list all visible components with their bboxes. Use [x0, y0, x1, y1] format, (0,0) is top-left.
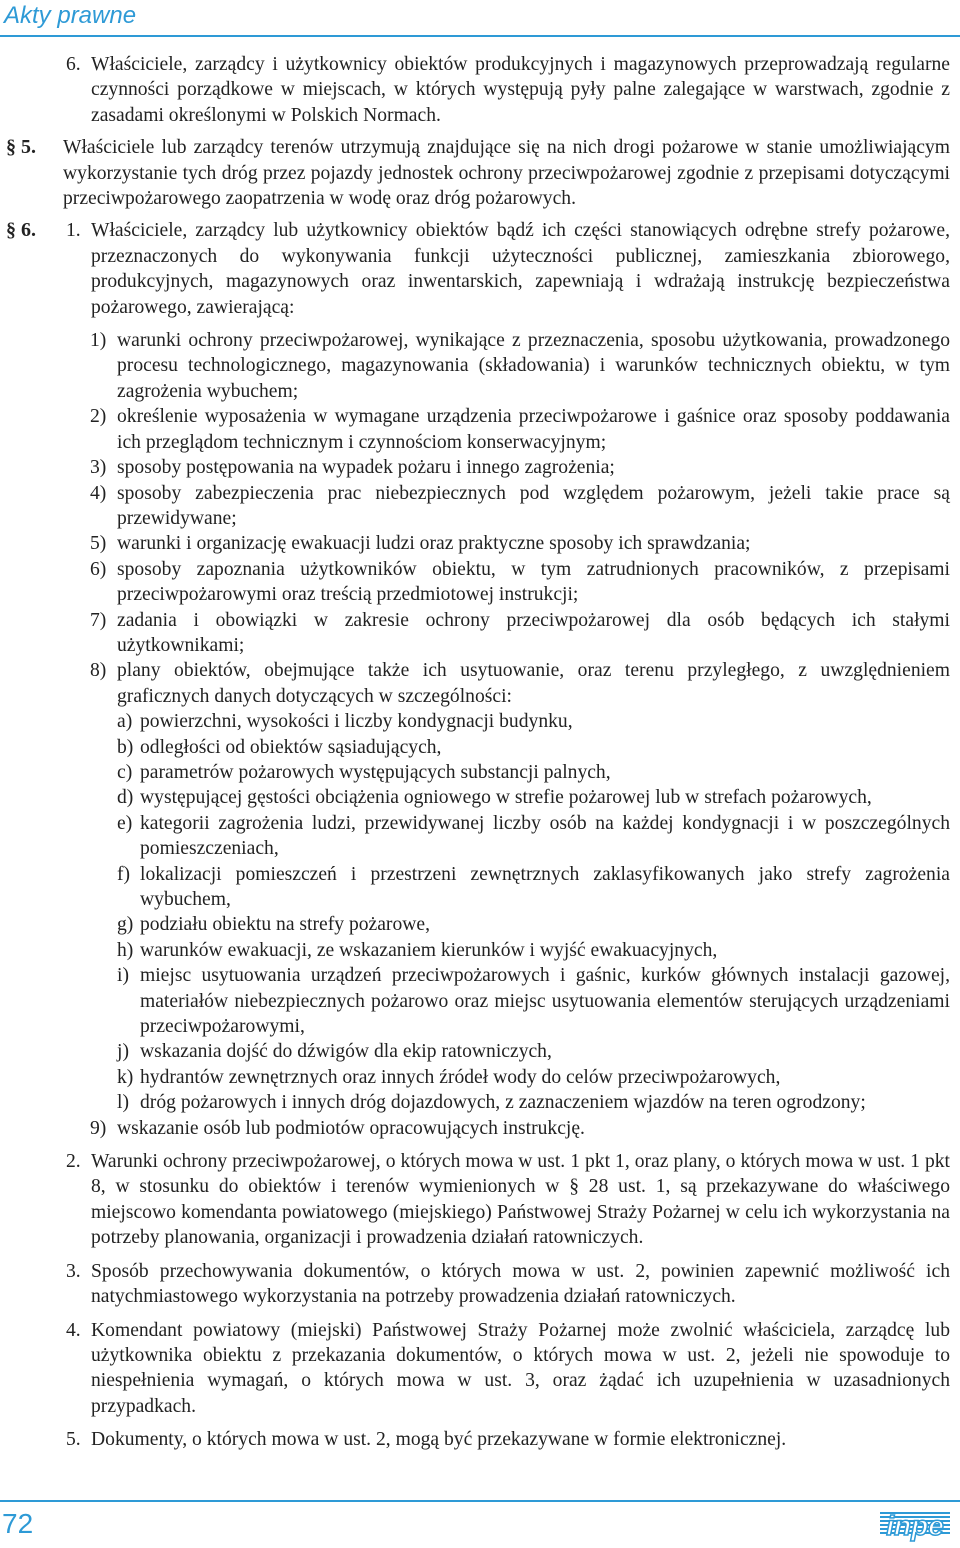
item-number: 2. [66, 1151, 81, 1173]
list-item-text: sposoby zabezpieczenia prac niebezpiecznych pod względem pożarowym, jeżeli takie prace są przewidywane; [117, 482, 950, 529]
item-number: 1. [66, 220, 81, 242]
inpe-logo [878, 1502, 952, 1544]
sub-item-g [117, 912, 950, 937]
sub-item-e [117, 811, 950, 862]
item-number: 3) [90, 457, 107, 479]
sub-item-k [117, 1065, 950, 1090]
list-item-5 [90, 531, 950, 556]
logo-wordmark: inpe [886, 1510, 944, 1541]
list-item-6 [90, 557, 950, 608]
sub-item-d [117, 785, 950, 810]
paragraph-text: Właściciele lub zarządcy terenów utrzymują znajdujące się na nich drogi pożarowe w stanie umożliwiającym wykorzystanie tych dróg przez pojazdy jednostek ochrony przeciwpożarowej zgodnie z przepisami dotyczącymi przeciwpożarowego zaopatrzenia w wodę oraz dróg pożarowych. [63, 137, 950, 210]
header-rule [0, 35, 960, 37]
section-label: § 6. [6, 219, 36, 242]
sub-item-text: hydrantów zewnętrznych oraz innych źródeł wody do celów przeciwpożarowych, [140, 1066, 781, 1088]
sub-item-text: odległości od obiektów sąsiadujących, [140, 736, 442, 758]
item-letter: i) [117, 965, 129, 987]
list-item-text: wskazanie osób lub podmiotów opracowujących instrukcję. [117, 1117, 585, 1139]
sub-list [0, 709, 960, 1116]
instruction-contents-list [0, 328, 960, 1141]
sub-item-b [117, 735, 950, 760]
item-letter: e) [117, 812, 133, 834]
sub-item-f [117, 862, 950, 913]
sub-item-l [117, 1090, 950, 1115]
paragraph-ust-6 [66, 52, 950, 128]
item-number: 8) [90, 660, 107, 682]
item-letter: a) [117, 711, 133, 733]
paragraph-ust-4 [66, 1318, 950, 1420]
item-number: 4) [90, 482, 107, 504]
item-letter: b) [117, 736, 134, 758]
sub-item-c [117, 760, 950, 785]
paragraph-text: Komendant powiatowy (miejski) Państwowej Straży Pożarnej może zwolnić właściciela, zarządcę lub użytkownika obiektu z przekazania dokumentów, o których mowa w ust. 2, jeżeli nie spowoduje to niespełnienia wymagań, o których mowa w ust. 3, oraz żądać ich uzupełnienia w uzasadnionych przypadkach. [91, 1319, 950, 1417]
item-number: 5. [66, 1429, 81, 1451]
list-item-text: określenie wyposażenia w wymagane urządzenia przeciwpożarowe i gaśnice oraz sposoby poddawania ich przeglądom technicznym i czynnościom konserwacyjnym; [117, 406, 950, 453]
item-number: 4. [66, 1319, 81, 1341]
list-item-3 [90, 455, 950, 480]
sub-item-text: parametrów pożarowych występujących substancji palnych, [140, 761, 611, 783]
sub-item-h [117, 938, 950, 963]
sub-item-text: lokalizacji pomieszczeń i przestrzeni zewnętrznych zaklasyfikowanych jako strefy zagrożenia wybuchem, [140, 863, 950, 910]
list-item-text: sposoby zapoznania użytkowników obiektu, w tym zatrudnionych pracowników, z przepisami przeciwpożarowymi oraz treścią przedmiotowej instrukcji; [117, 558, 950, 606]
list-item-text: sposoby postępowania na wypadek pożaru i innego zagrożenia; [117, 457, 615, 479]
item-number: 2) [90, 406, 107, 428]
item-number: 3. [66, 1260, 81, 1282]
sub-item-j [117, 1039, 950, 1064]
item-number: 6) [90, 558, 107, 580]
list-item-1 [90, 328, 950, 404]
paragraph-ust-5 [66, 1427, 950, 1452]
paragraph-ust-2 [66, 1149, 950, 1251]
list-item-text: zadania i obowiązki w zakresie ochrony przeciwpożarowej dla osób będących ich stałymi użytkownikami; [117, 609, 950, 656]
item-letter: f) [117, 863, 131, 885]
sub-item-i [117, 963, 950, 1039]
paragraph-text: Dokumenty, o których mowa w ust. 2, mogą być przekazywane w formie elektronicznej. [91, 1429, 787, 1451]
sub-item-text: występującej gęstości obciążenia ogniowego w strefie pożarowej lub w strefach pożarowych, [140, 787, 872, 809]
document-body [0, 52, 960, 1453]
sub-item-text: warunków ewakuacji, ze wskazaniem kierunków i wyjść ewakuacyjnych, [140, 939, 718, 961]
item-letter: l) [117, 1092, 129, 1114]
sub-item-text: kategorii zagrożenia ludzi, przewidywanej liczby osób na każdej kondygnacji i w poszczególnych pomieszczeniach, [140, 812, 950, 860]
paragraph-text: Sposób przechowywania dokumentów, o których mowa w ust. 2, powinien zapewnić możliwość ich natychmiastowego wykorzystania na potrzeby prowadzenia działań ratowniczych. [91, 1260, 950, 1308]
list-item-8 [90, 658, 950, 709]
sub-item-text: powierzchni, wysokości i liczby kondygnacji budynku, [140, 711, 573, 733]
item-letter: j) [117, 1041, 129, 1063]
item-letter: d) [117, 787, 134, 809]
section-6-ust-1 [6, 218, 950, 320]
sub-item-text: dróg pożarowych i innych dróg dojazdowych, z zaznaczeniem wjazdów na teren ogrodzony; [140, 1092, 866, 1114]
paragraph-text: Właściciele, zarządcy lub użytkownicy obiektów bądź ich części stanowiących odrębne strefy pożarowe, przeznaczonych do wykonywania funkcji użyteczności publicznej, zamieszkania zbiorowego, produkcyjnych, magazynowych oraz inwentarskich, zapewniają i wdrażają instrukcję bezpieczeństwa pożarowego, zawierającą: [91, 220, 950, 318]
item-number: 9) [90, 1117, 107, 1139]
sub-item-text: miejsc usytuowania urządzeń przeciwpożarowych i gaśnic, kurków głównych instalacji gazowej, materiałów niebezpiecznych pożarowo oraz miejsc usytuowania elementów sterujących urządzeniami przeciwpożarowymi, [140, 965, 950, 1038]
item-letter: c) [117, 761, 133, 783]
list-item-2 [90, 404, 950, 455]
list-item-text: plany obiektów, obejmujące także ich usytuowanie, oraz terenu przyległego, z uwzględnieniem graficznych danych dotyczących w szczególności: [117, 660, 950, 707]
paragraph-text: Warunki ochrony przeciwpożarowej, o których mowa w ust. 1 pkt 1, oraz plany, o których mowa w ust. 1 pkt 8, w stosunku do obiektów i terenów wymienionych w § 28 ust. 1, są przekazywane do właściwego miejscowo komendanta powiatowego (miejskiego) Państwowej Straży Pożarnej w celu ich wykorzystania na potrzeby planowania, organizacji i prowadzenia działań ratowniczych. [91, 1151, 950, 1249]
list-item-7 [90, 608, 950, 659]
paragraph-text: Właściciele, zarządcy i użytkownicy obiektów produkcyjnych i magazynowych przeprowadzają regularne czynności porządkowe w miejscach, w których występują pyły palne zalegające w warstwach, zgodnie z zasadami określonymi w Polskich Normach. [91, 54, 950, 126]
paragraph-ust-3 [66, 1259, 950, 1310]
item-number: 7) [90, 609, 107, 631]
item-letter: g) [117, 914, 134, 936]
item-letter: h) [117, 939, 134, 961]
item-letter: k) [117, 1066, 134, 1088]
list-item-text: warunki ochrony przeciwpożarowej, wynikające z przeznaczenia, sposobu użytkowania, prowadzonego procesu technologicznego, magazynowania (składowania) i warunków technicznych obiektu, w tym zagrożenia wybuchem; [117, 330, 950, 402]
list-item-text: warunki i organizację ewakuacji ludzi oraz praktyczne sposoby ich sprawdzania; [117, 533, 751, 555]
page-header-title: Akty prawne [4, 2, 137, 29]
item-number: 1) [90, 330, 107, 352]
sub-item-a [117, 709, 950, 734]
sub-item-text: podziału obiektu na strefy pożarowe, [140, 914, 430, 936]
section-5 [6, 135, 950, 211]
list-item-4 [90, 481, 950, 532]
sub-item-text: wskazania dojść do dźwigów dla ekip ratowniczych, [140, 1041, 552, 1063]
page-number: 72 [2, 1508, 34, 1539]
item-number: 5) [90, 533, 107, 555]
list-item-9 [90, 1116, 950, 1141]
section-label: § 5. [6, 136, 36, 159]
item-number: 6. [66, 54, 81, 75]
footer-rule [0, 1500, 960, 1502]
